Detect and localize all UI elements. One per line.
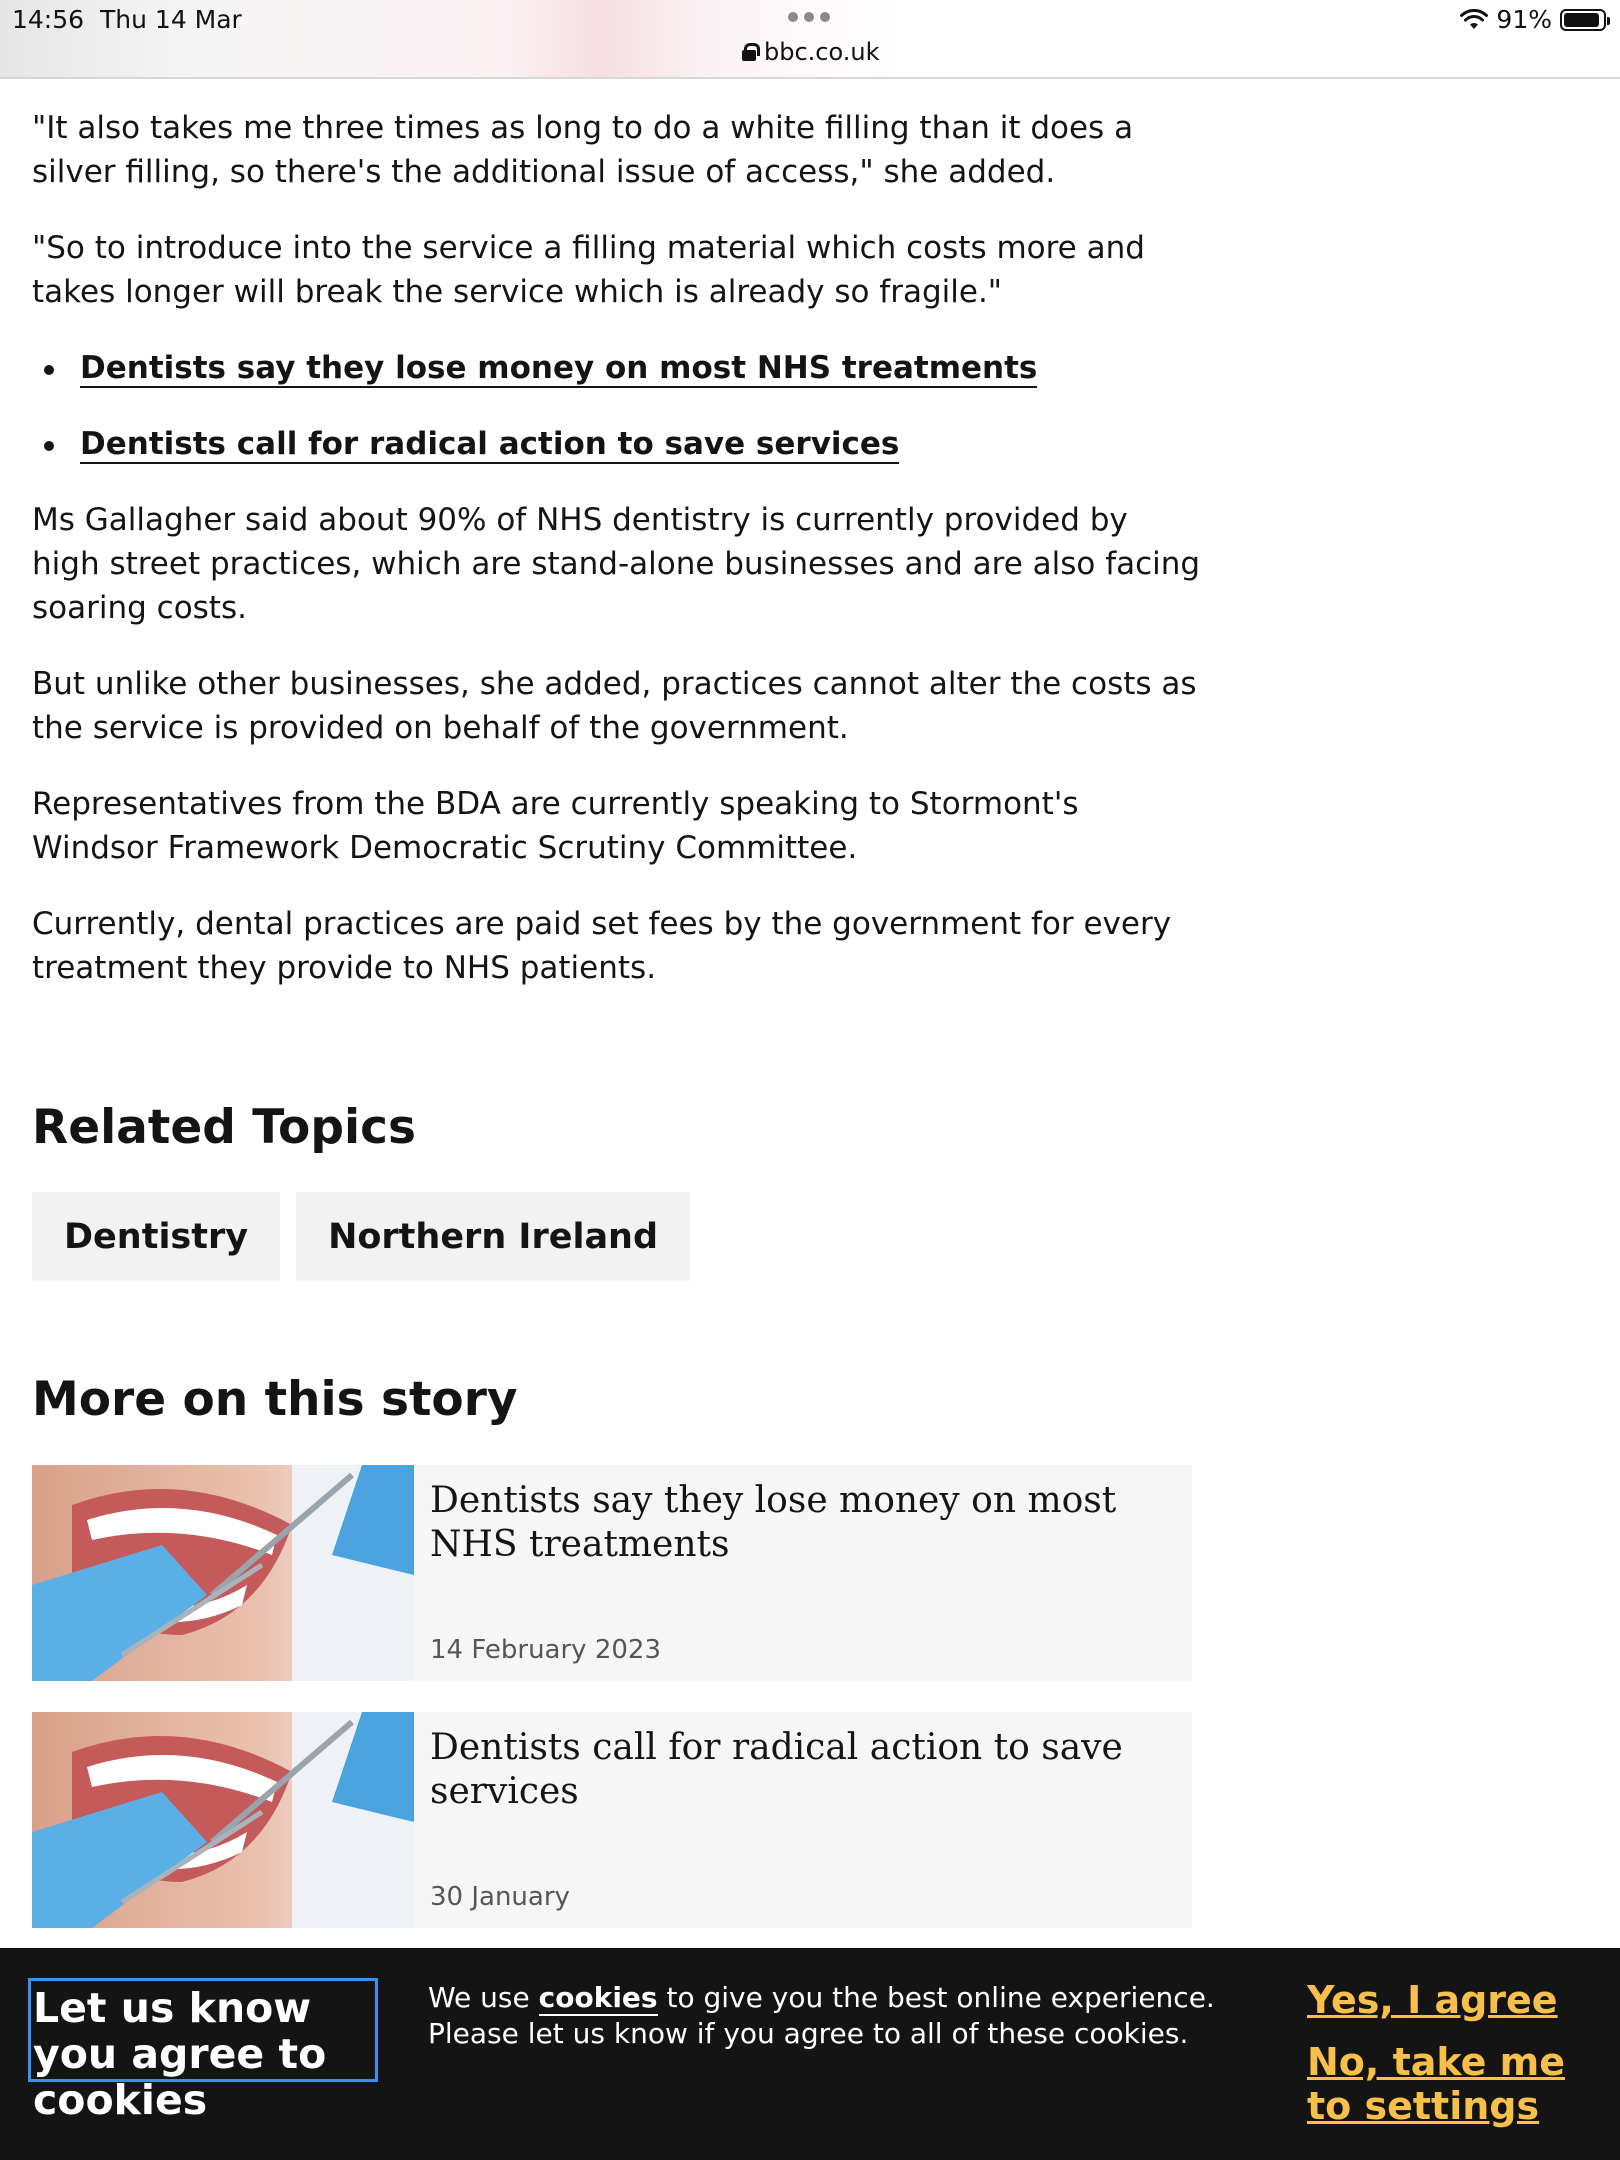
- address-url: bbc.co.uk: [764, 38, 880, 66]
- wifi-icon: [1460, 9, 1488, 31]
- topic-northern-ireland[interactable]: Northern Ireland: [296, 1192, 690, 1281]
- story-date: 30 January: [430, 1882, 570, 1912]
- link-radical-action[interactable]: Dentists call for radical action to save services: [80, 426, 900, 462]
- topic-dentistry[interactable]: Dentistry: [32, 1192, 280, 1281]
- cookie-banner-text: [428, 1980, 1228, 2052]
- article-paragraph: "It also takes me three times as long to do a white filling than it does a silver filling, so there's the additional issue of access," she added.: [32, 110, 1134, 190]
- agree-cookies-button[interactable]: Yes, I agree: [1307, 1978, 1558, 2022]
- article-paragraph: Representatives from the BDA are currently speaking to Stormont's Windsor Framework Democratic Scrutiny Committee.: [32, 786, 1079, 866]
- article-paragraph: "So to introduce into the service a filling material which costs more and takes longer will break the service which is already so fragile.": [32, 230, 1145, 310]
- cookie-text-before: We use: [428, 1981, 539, 2014]
- cookies-link[interactable]: cookies: [538, 1981, 658, 2014]
- story-card[interactable]: [32, 1465, 1192, 1681]
- link-lose-money[interactable]: Dentists say they lose money on most NHS treatments: [80, 350, 1038, 386]
- more-on-story-heading: More on this story: [32, 1372, 518, 1427]
- story-thumbnail: [32, 1712, 414, 1928]
- story-thumbnail: [32, 1465, 414, 1681]
- cookie-banner-title: Let us know you agree to cookies: [28, 1978, 378, 2082]
- status-time: 14:56: [12, 5, 85, 34]
- multitasking-dots-icon[interactable]: [788, 12, 830, 22]
- cookie-text-after: to give you the best online experience. Please let us know if you agree to all of these cookies.: [428, 1981, 1215, 2050]
- status-bar: [0, 0, 1620, 79]
- story-headline[interactable]: Dentists call for radical action to save services: [430, 1727, 1123, 1812]
- article-paragraph: Ms Gallagher said about 90% of NHS dentistry is currently provided by high street practices, which are stand-alone businesses and are also facing soaring costs.: [32, 502, 1201, 626]
- related-link-item: [32, 346, 1202, 390]
- story-card[interactable]: [32, 1712, 1192, 1928]
- battery-icon: [1560, 9, 1606, 31]
- status-indicators: [1460, 5, 1606, 34]
- article-paragraph: But unlike other businesses, she added, practices cannot alter the costs as the service is provided on behalf of the government.: [32, 666, 1197, 746]
- cookie-settings-button[interactable]: No, take me to settings: [1307, 2040, 1566, 2128]
- related-link-item: [32, 422, 1202, 466]
- related-topics-list: [32, 1192, 690, 1281]
- battery-percent: 91%: [1496, 5, 1552, 34]
- article-paragraph: Currently, dental practices are paid set fees by the government for every treatment they provide to NHS patients.: [32, 906, 1172, 986]
- lock-icon: [742, 43, 756, 61]
- cookie-banner: [0, 1948, 1620, 2160]
- address-bar[interactable]: [742, 38, 880, 66]
- story-date: 14 February 2023: [430, 1635, 661, 1665]
- story-headline[interactable]: Dentists say they lose money on most NHS treatments: [430, 1480, 1117, 1565]
- story-info: [414, 1465, 1192, 1681]
- status-date: Thu 14 Mar: [100, 5, 242, 34]
- article-body: [32, 106, 1202, 1022]
- related-topics-heading: Related Topics: [32, 1100, 416, 1155]
- story-info: [414, 1712, 1192, 1928]
- related-links-list: [32, 346, 1202, 466]
